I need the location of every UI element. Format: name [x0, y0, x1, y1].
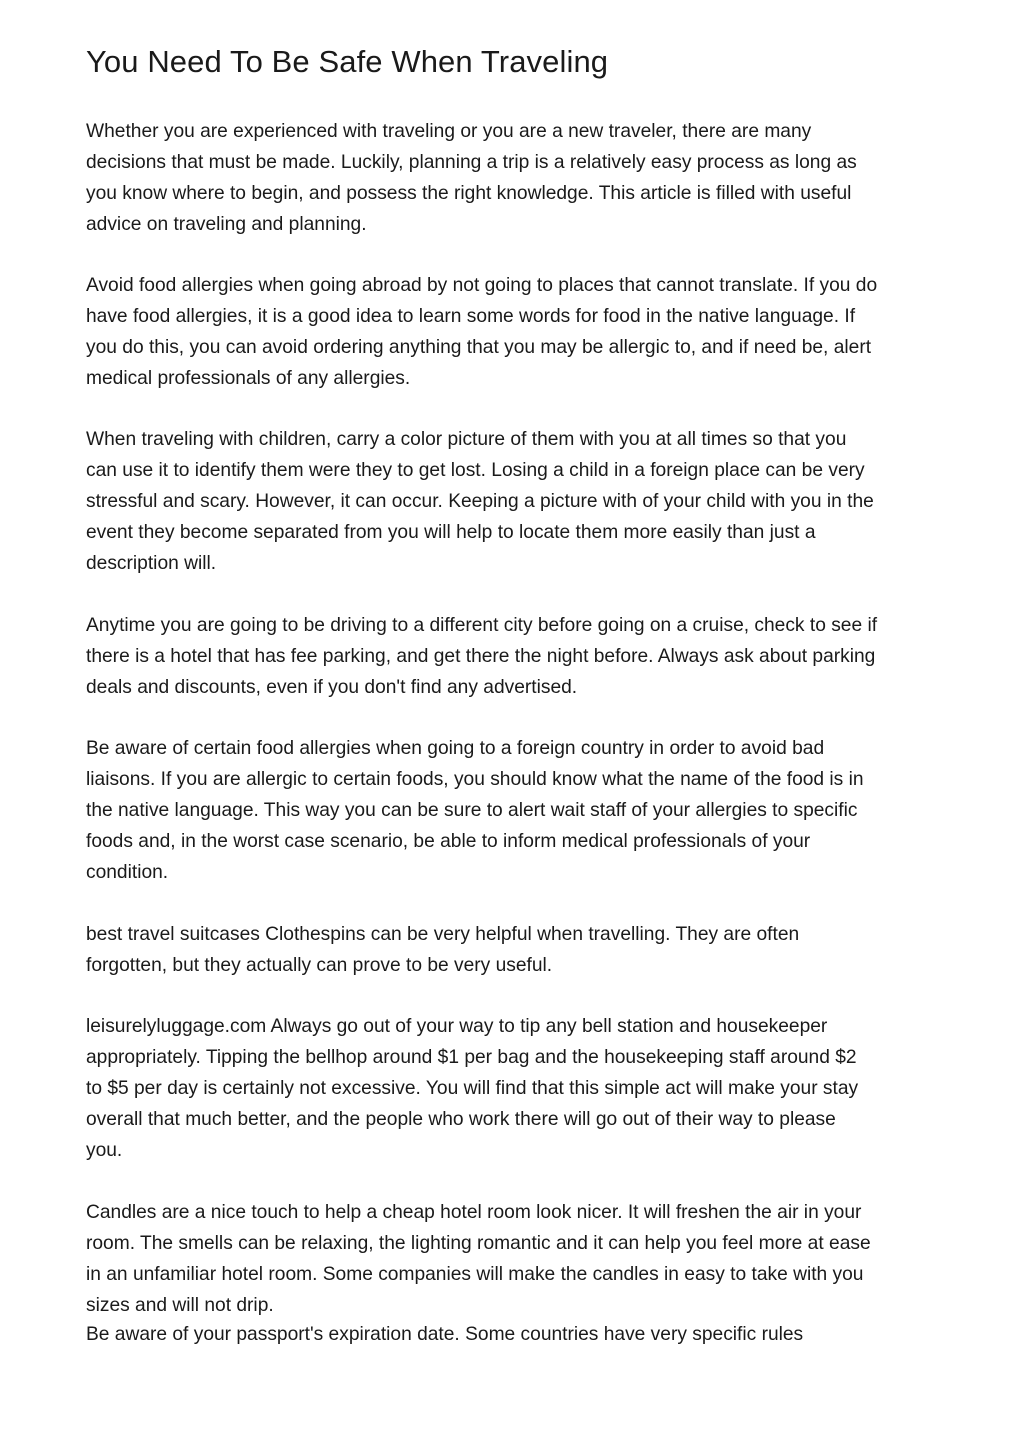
text-line: sizes and will not drip. — [86, 1295, 274, 1316]
text-line: you do this, you can avoid ordering anything that you may be allergic to, and if need be, alert — [86, 337, 872, 358]
paragraph-passport — [86, 1319, 803, 1350]
text-line: description will. — [86, 553, 217, 574]
text-line: Candles are a nice touch to help a cheap hotel room look nicer. It will freshen the air in your — [86, 1202, 862, 1223]
text-line: you know where to begin, and possess the right knowledge. This article is filled with useful — [86, 183, 852, 204]
paragraph-clothespins — [86, 919, 799, 981]
page-title: You Need To Be Safe When Traveling — [86, 44, 609, 79]
text-line: Be aware of your passport's expiration date. Some countries have very specific rules — [86, 1324, 804, 1345]
text-line: medical professionals of any allergies. — [86, 368, 411, 389]
paragraph-intro — [86, 116, 857, 240]
text-line: deals and discounts, even if you don't find any advertised. — [86, 677, 578, 698]
text-line: condition. — [86, 862, 169, 883]
text-line: appropriately. Tipping the bellhop around $1 per bag and the housekeeping staff around $2 — [86, 1047, 857, 1068]
paragraph-children — [86, 424, 874, 579]
paragraph-cruise-parking — [86, 610, 877, 703]
text-line: forgotten, but they actually can prove to be very useful. — [86, 955, 553, 976]
text-line: you. — [86, 1140, 123, 1161]
text-line: stressful and scary. However, it can occur. Keeping a picture with of your child with you in the — [86, 491, 874, 512]
paragraph-food-allergies — [86, 270, 877, 394]
text-line: When traveling with children, carry a color picture of them with you at all times so that you — [86, 429, 847, 450]
text-line: have food allergies, it is a good idea to learn some words for food in the native language. If — [86, 306, 856, 327]
paragraph-candles — [86, 1197, 871, 1321]
text-line: Avoid food allergies when going abroad by not going to places that cannot translate. If you do — [86, 275, 878, 296]
text-line: event they become separated from you will help to locate them more easily than just a — [86, 522, 816, 543]
text-line: Whether you are experienced with traveling or you are a new traveler, there are many — [86, 121, 812, 142]
document-page — [86, 42, 946, 1345]
text-line: overall that much better, and the people who work there will go out of their way to please — [86, 1109, 836, 1130]
paragraph-foreign-allergies — [86, 733, 864, 888]
text-line: in an unfamiliar hotel room. Some companies will make the candles in easy to take with you — [86, 1264, 864, 1285]
text-line: room. The smells can be relaxing, the lighting romantic and it can help you feel more at ease — [86, 1233, 871, 1254]
text-line: best travel suitcases Clothespins can be very helpful when travelling. They are often — [86, 924, 800, 945]
text-line: decisions that must be made. Luckily, planning a trip is a relatively easy process as long as — [86, 152, 857, 173]
text-line: the native language. This way you can be sure to alert wait staff of your allergies to specific — [86, 800, 858, 821]
text-line: Anytime you are going to be driving to a different city before going on a cruise, check to see if — [86, 615, 878, 636]
text-line: foods and, in the worst case scenario, be able to inform medical professionals of your — [86, 831, 811, 852]
text-line: to $5 per day is certainly not excessive. You will find that this simple act will make your stay — [86, 1078, 859, 1099]
text-line: there is a hotel that has fee parking, and get there the night before. Always ask about parking — [86, 646, 876, 667]
text-line: liaisons. If you are allergic to certain foods, you should know what the name of the food is in — [86, 769, 864, 790]
text-line: leisurelyluggage.com Always go out of your way to tip any bell station and housekeeper — [86, 1016, 828, 1037]
text-line: advice on traveling and planning. — [86, 214, 367, 235]
text-line: Be aware of certain food allergies when going to a foreign country in order to avoid bad — [86, 738, 825, 759]
text-line: can use it to identify them were they to get lost. Losing a child in a foreign place can be very — [86, 460, 865, 481]
paragraph-tipping — [86, 1011, 858, 1166]
